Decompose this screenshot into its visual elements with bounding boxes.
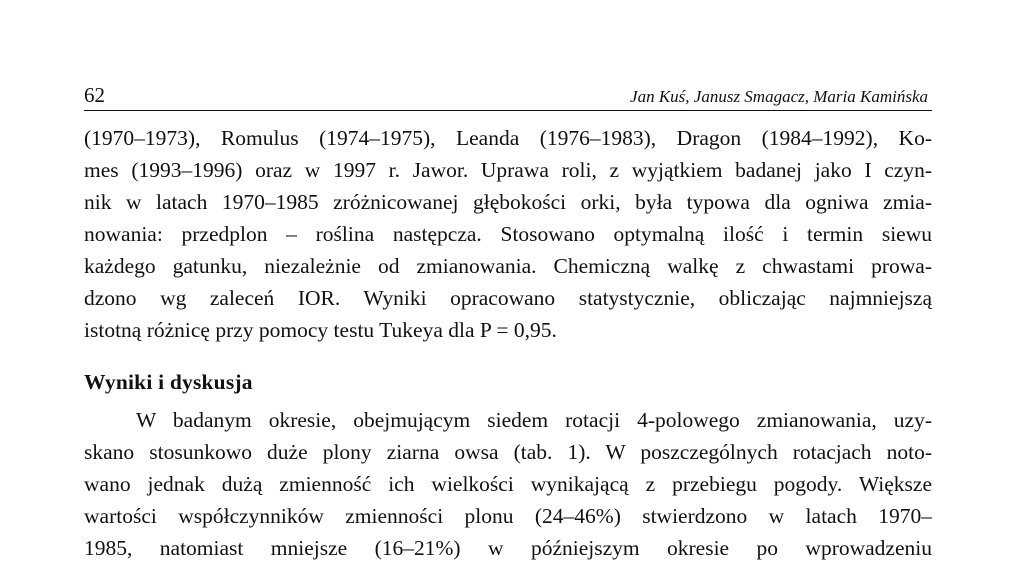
text-line: mes (1993–1996) oraz w 1997 r. Jawor. Uprawa roli, z wyjątkiem badanej jako I czyn- (84, 158, 932, 182)
text-line: wartości współczynników zmienności plonu (24–46%) stwierdzono w latach 1970– (84, 504, 932, 528)
text-line: wano jednak dużą zmienność ich wielkości wynikającą z przebiegu pogody. Większe (84, 472, 932, 496)
text-line: dzono wg zaleceń IOR. Wyniki opracowano statystycznie, obliczając najmniejszą (84, 286, 932, 310)
text-line: istotną różnicę przy pomocy testu Tukeya dla P = 0,95. (84, 318, 557, 342)
running-head-authors: Jan Kuś, Janusz Smagacz, Maria Kamińska (630, 87, 928, 106)
text-line: nowania: przedplon – roślina następcza. Stosowano optymalną ilość i termin siewu (84, 222, 932, 246)
text-line: nik w latach 1970–1985 zróżnicowanej głębokości orki, była typowa dla ogniwa zmia- (84, 190, 932, 214)
text-line: W badanym okresie, obejmującym siedem rotacji 4-polowego zmianowania, uzy- (136, 408, 932, 432)
text-line: (1970–1973), Romulus (1974–1975), Leanda (1976–1983), Dragon (1984–1992), Ko- (84, 126, 932, 150)
text-line: 1985, natomiast mniejsze (16–21%) w późniejszym okresie po wprowadzeniu (84, 536, 932, 560)
text-line: każdego gatunku, niezależnie od zmianowania. Chemiczną walkę z chwastami prowa- (84, 254, 932, 278)
text-line: skano stosunkowo duże plony ziarna owsa (tab. 1). W poszczególnych rotacjach noto- (84, 440, 932, 464)
running-head (84, 82, 932, 111)
page-number: 62 (84, 83, 105, 107)
section-heading: Wyniki i dyskusja (84, 370, 253, 394)
